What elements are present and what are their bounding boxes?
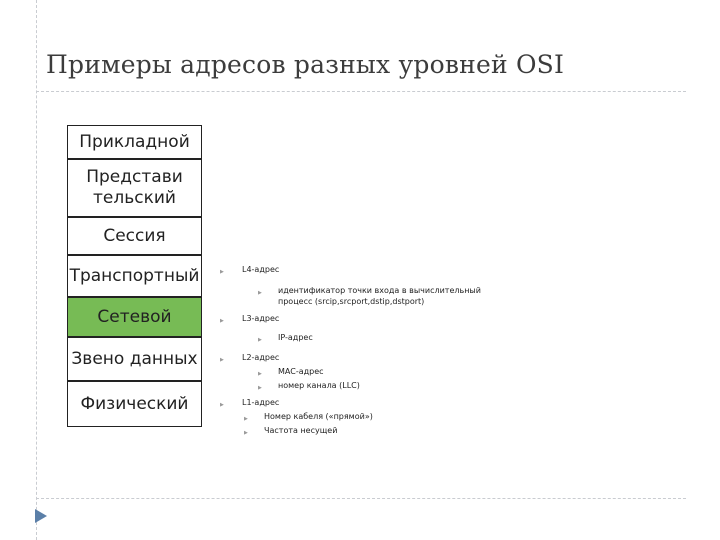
bullet-icon: ▶	[244, 416, 248, 422]
bullet-icon: ▶	[258, 371, 262, 377]
l1-detail-cable: Номер кабеля («прямой»)	[264, 412, 373, 421]
layer-network: Сетевой	[68, 298, 201, 338]
layer-transport: Транспортный	[68, 256, 201, 298]
l2-detail-llc: номер канала (LLC)	[278, 381, 360, 390]
l3-detail: IP-адрес	[278, 333, 313, 342]
layer-application: Прикладной	[68, 126, 201, 160]
bullet-icon: ▶	[258, 337, 262, 343]
layer-physical: Физический	[80, 393, 189, 414]
l2-detail-mac: MAC-адрес	[278, 367, 324, 376]
left-guide-line	[36, 0, 38, 540]
next-slide-icon[interactable]	[34, 508, 48, 524]
l4-label: L4-адрес	[242, 265, 280, 274]
slide-title: Примеры адресов разных уровней OSI	[46, 50, 565, 79]
layer-session: Сессия	[68, 218, 201, 256]
l1-detail-frequency: Частота несущей	[264, 426, 338, 435]
l4-detail: идентификатор точки входа в вычислительный процесс (srcip,srcport,dstip,dstport)	[278, 286, 481, 306]
title-divider	[36, 91, 686, 92]
l2-label: L2-адрес	[242, 353, 280, 362]
bullet-icon: ▶	[220, 402, 224, 408]
bullet-icon: ▶	[244, 430, 248, 436]
bullet-icon: ▶	[258, 385, 262, 391]
bullet-icon: ▶	[220, 269, 224, 275]
layer-presentation: Представи тельский	[68, 160, 201, 218]
footer-divider	[36, 498, 686, 499]
osi-layer-stack	[67, 125, 202, 427]
bullet-icon: ▶	[220, 318, 224, 324]
layer-data-link: Звено данных	[68, 338, 201, 382]
l1-label: L1-адрес	[242, 398, 280, 407]
l3-label: L3-адрес	[242, 314, 280, 323]
bullet-icon: ▶	[220, 357, 224, 363]
bullet-icon: ▶	[258, 290, 262, 296]
